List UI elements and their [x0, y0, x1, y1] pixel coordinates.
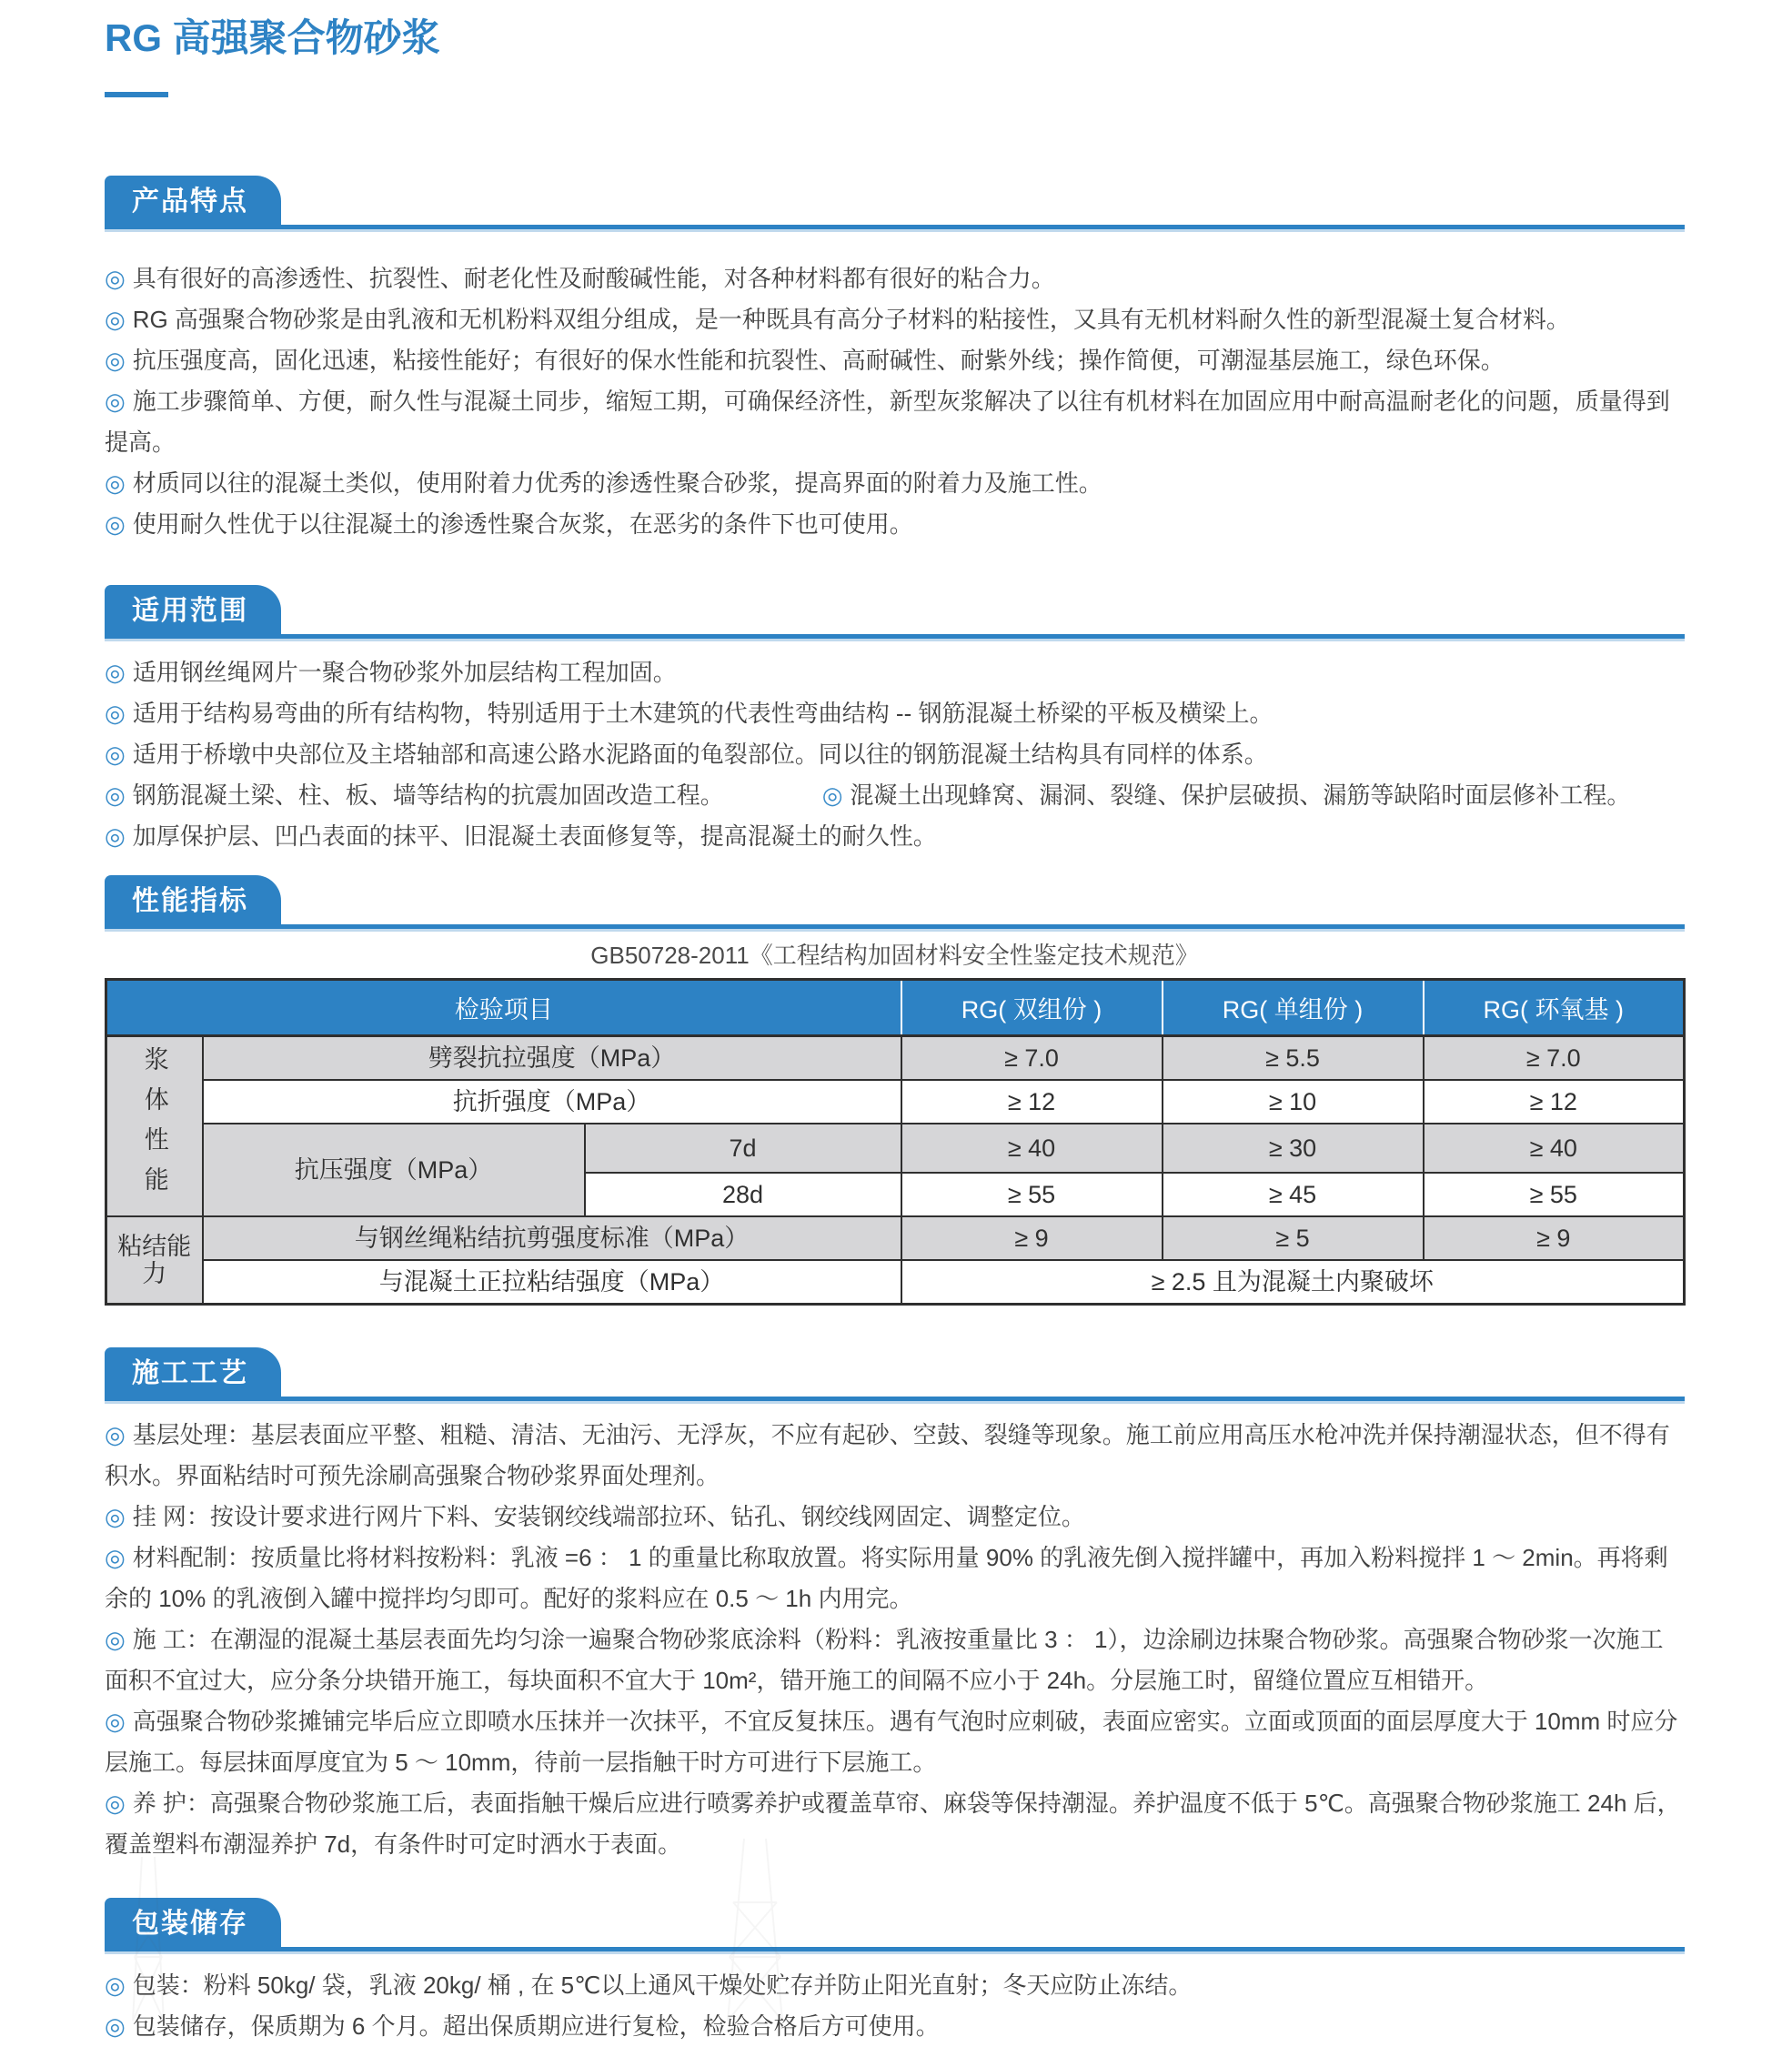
bullet-text: 加厚保护层、凹凸表面的抹平、旧混凝土表面修复等，提高混凝土的耐久性。 — [132, 822, 937, 850]
column-header-rg-double: RG( 双组份 ) — [901, 979, 1163, 1035]
cell-value: ≥ 5 — [1163, 1216, 1424, 1260]
bullet-marker-icon: ◎ — [105, 1502, 126, 1530]
section-process — [105, 1347, 1685, 1865]
bullet-marker-icon: ◎ — [105, 1971, 126, 1999]
bullet-item — [105, 816, 1685, 857]
bullet-text: RG 高强聚合物砂浆是由乳液和无机粉料双组分组成，是一种既具有高分子材料的粘接性，又具有无机材料耐久性的新型混凝土复合材料。 — [132, 305, 1570, 333]
cell-value: ≥ 10 — [1163, 1080, 1424, 1124]
bullet-item — [105, 1701, 1685, 1783]
section-features — [105, 176, 1685, 545]
row-name: 与混凝土正拉粘结强度（MPa） — [203, 1260, 901, 1305]
bullet-item — [105, 1497, 1685, 1538]
section-header-rule — [105, 585, 1685, 639]
section-heading-tab: 产品特点 — [105, 176, 281, 225]
bullet-text: 高强聚合物砂浆摊铺完毕后应立即喷水压抹并一次抹平，不宜反复抹压。遇有气泡时应刺破，表面应密实。立面或顶面的面层厚度大于 10mm 时应分层施工。每层抹面厚度宜为 5 ～ 10mm，待前一层指触干时方可进行下层施工。 — [105, 1707, 1678, 1776]
bullet-item — [105, 1619, 1685, 1701]
bullet-item — [105, 1538, 1685, 1619]
section-scope — [105, 585, 1685, 857]
bullet-text: 适用于桥墩中央部位及主塔轴部和高速公路水泥路面的龟裂部位。同以往的钢筋混凝土结构具有同样的体系。 — [132, 740, 1268, 768]
bullet-item — [105, 1415, 1685, 1497]
bullet-text: 包装：粉料 50kg/ 袋，乳液 20kg/ 桶 , 在 5℃以上通风干燥处贮存并防止阳光直射；冬天应防止冻结。 — [132, 1971, 1193, 1999]
bullet-text: 抗压强度高，固化迅速，粘接性能好；有很好的保水性能和抗裂性、高耐碱性、耐紫外线；操作简便，可潮湿基层施工，绿色环保。 — [132, 346, 1505, 374]
bullet-text: 混凝土出现蜂窝、漏洞、裂缝、保护层破损、漏筋等缺陷时面层修补工程。 — [850, 781, 1631, 809]
bullet-item — [105, 693, 1685, 734]
row-name: 与钢丝绳粘结抗剪强度标准（MPa） — [203, 1216, 901, 1260]
bullet-text: 包装储存，保质期为 6 个月。超出保质期应进行复检，检验合格后方可使用。 — [132, 2012, 940, 2040]
cell-value: ≥ 55 — [1424, 1173, 1685, 1216]
table-row — [106, 1216, 1685, 1260]
cell-value: ≥ 30 — [1163, 1124, 1424, 1173]
section-performance — [105, 875, 1685, 1306]
row-sub-label: 7d — [585, 1124, 901, 1173]
section-header-rule — [105, 875, 1685, 929]
section-packaging — [105, 1898, 1685, 2047]
cell-value: ≥ 12 — [901, 1080, 1163, 1124]
bullet-item — [105, 504, 1685, 545]
bullet-text: 养 护：高强聚合物砂浆施工后，表面指触干燥后应进行喷雾养护或覆盖草帘、麻袋等保持潮湿。养护温度不低于 5℃。高强聚合物砂浆施工 24h 后，覆盖塑料布潮湿养护 7d，有条件时可定时洒水于表面。 — [105, 1789, 1681, 1858]
bullet-text: 材质同以往的混凝土类似，使用附着力优秀的渗透性聚合砂浆，提高界面的附着力及施工性。 — [132, 469, 1102, 497]
row-group-label-text: 浆体性能 — [140, 1045, 168, 1206]
cell-value: ≥ 55 — [901, 1173, 1163, 1216]
row-group-label — [106, 1035, 203, 1216]
bullet-item — [105, 652, 1685, 693]
cell-value: ≥ 12 — [1424, 1080, 1685, 1124]
cell-value: ≥ 45 — [1163, 1173, 1424, 1216]
table-header-row — [106, 979, 1685, 1035]
page-title: RG 高强聚合物砂浆 — [105, 16, 440, 59]
section-header-rule — [105, 1898, 1685, 1951]
bullet-list-packaging — [105, 1965, 1685, 2047]
table-row — [106, 1124, 1685, 1173]
bullet-text: 适用于结构易弯曲的所有结构物，特别适用于土木建筑的代表性弯曲结构 -- 钢筋混凝土桥梁的平板及横梁上。 — [132, 699, 1274, 727]
table-row — [106, 1260, 1685, 1305]
standard-caption: GB50728-2011《工程结构加固材料安全性鉴定技术规范》 — [590, 941, 1199, 969]
spec-table — [105, 978, 1686, 1306]
section-heading-tab: 包装储存 — [105, 1898, 281, 1947]
bullet-text: 挂 网：按设计要求进行网片下料、安装钢绞线端部拉环、钻孔、钢绞线网固定、调整定位。 — [132, 1502, 1085, 1530]
cell-value: ≥ 9 — [901, 1216, 1163, 1260]
bullet-text: 施工步骤简单、方便，耐久性与混凝土同步，缩短工期，可确保经济性，新型灰浆解决了以往有机材料在加固应用中耐高温耐老化的问题，质量得到提高。 — [105, 387, 1670, 456]
bullet-list-features — [105, 258, 1685, 545]
bullet-marker-icon: ◎ — [105, 264, 126, 292]
bullet-text: 材料配制：按质量比将材料按粉料：乳液 =6 ： 1 的重量比称取放置。将实际用量 90% 的乳液先倒入搅拌罐中，再加入粉料搅拌 1 ～ 2min。再将剩余的 10% 的乳液倒入罐中搅拌均匀即可。配好的浆料应在 0.5 ～ 1h 内用完。 — [105, 1543, 1668, 1612]
section-header-rule — [105, 176, 1685, 229]
row-group-label: 粘结能力 — [106, 1216, 203, 1305]
section-heading-tab: 施工工艺 — [105, 1347, 281, 1397]
cell-value: ≥ 40 — [1424, 1124, 1685, 1173]
cell-value: ≥ 7.0 — [901, 1035, 1163, 1080]
bullet-marker-icon: ◎ — [105, 346, 126, 374]
row-name: 抗折强度（MPa） — [203, 1080, 901, 1124]
cell-value: ≥ 7.0 — [1424, 1035, 1685, 1080]
bullet-list-process — [105, 1415, 1685, 1865]
bullet-text: 钢筋混凝土梁、柱、板、墙等结构的抗震加固改造工程。 — [132, 781, 724, 809]
bullet-item — [105, 1783, 1685, 1865]
background-watermark — [700, 1839, 810, 2021]
bullet-text: 施 工：在潮湿的混凝土基层表面先均匀涂一遍聚合物砂浆底涂料（粉料：乳液按重量比 3 ： 1），边涂刷边抹聚合物砂浆。高强聚合物砂浆一次施工面积不宜过大，应分条分块错开施工，每块面积不宜大于 10m²，错开施工的间隔不应小于 24h。分层施工时，留缝位置应互相错开。 — [105, 1625, 1664, 1694]
row-name: 劈裂抗拉强度（MPa） — [203, 1035, 901, 1080]
cell-value: ≥ 9 — [1424, 1216, 1685, 1260]
bullet-item — [105, 258, 1685, 299]
bullet-marker-icon: ◎ — [105, 658, 126, 686]
column-header-rg-single: RG( 单组份 ) — [1163, 979, 1424, 1035]
table-row — [106, 1035, 1685, 1080]
cell-value: ≥ 5.5 — [1163, 1035, 1424, 1080]
section-heading-tab: 性能指标 — [105, 875, 281, 924]
section-header-rule — [105, 1347, 1685, 1401]
background-watermark — [116, 1857, 180, 2021]
bullet-list-scope — [105, 652, 1685, 857]
cell-value-merged: ≥ 2.5 且为混凝土内聚破坏 — [901, 1260, 1685, 1305]
bullet-item — [105, 734, 1685, 775]
bullet-marker-icon: ◎ — [105, 2012, 126, 2040]
row-name: 抗压强度（MPa） — [203, 1124, 585, 1216]
bullet-marker-icon: ◎ — [105, 740, 126, 768]
bullet-item — [105, 340, 1685, 381]
bullet-item — [105, 299, 1685, 340]
bullet-item — [105, 775, 1685, 816]
bullet-marker-icon: ◎ — [105, 699, 126, 727]
bullet-item — [105, 463, 1685, 504]
bullet-marker-icon: ◎ — [105, 822, 126, 850]
bullet-item — [105, 1965, 1685, 2006]
section-heading-tab: 适用范围 — [105, 585, 281, 634]
table-row — [106, 1080, 1685, 1124]
bullet-item — [105, 381, 1685, 463]
bullet-marker-icon: ◎ — [105, 1625, 126, 1653]
column-header-rg-epoxy: RG( 环氧基 ) — [1424, 979, 1685, 1035]
bullet-marker-icon: ◎ — [105, 305, 126, 333]
column-header-item: 检验项目 — [106, 979, 901, 1035]
cell-value: ≥ 40 — [901, 1124, 1163, 1173]
bullet-marker-icon: ◎ — [105, 1707, 126, 1735]
bullet-marker-icon: ◎ — [105, 781, 126, 809]
bullet-marker-icon: ◎ — [105, 509, 126, 538]
bullet-marker-icon: ◎ — [821, 781, 843, 809]
bullet-marker-icon: ◎ — [105, 387, 126, 415]
bullet-text: 具有很好的高渗透性、抗裂性、耐老化性及耐酸碱性能，对各种材料都有很好的粘合力。 — [132, 264, 1055, 292]
bullet-text: 使用耐久性优于以往混凝土的渗透性聚合灰浆，在恶劣的条件下也可使用。 — [132, 509, 913, 538]
bullet-text: 适用钢丝绳网片一聚合物砂浆外加层结构工程加固。 — [132, 658, 677, 686]
bullet-marker-icon: ◎ — [105, 469, 126, 497]
bullet-marker-icon: ◎ — [105, 1543, 126, 1571]
bullet-text: 基层处理：基层表面应平整、粗糙、清洁、无油污、无浮灰，不应有起砂、空鼓、裂缝等现象。施工前应用高压水枪冲洗并保持潮湿状态，但不得有积水。界面粘结时可预先涂刷高强聚合物砂浆界面处理剂。 — [105, 1420, 1670, 1489]
bullet-item — [105, 2006, 1685, 2047]
bullet-marker-icon: ◎ — [105, 1420, 126, 1448]
bullet-marker-icon: ◎ — [105, 1789, 126, 1817]
row-sub-label: 28d — [585, 1173, 901, 1216]
title-underline — [105, 92, 168, 97]
